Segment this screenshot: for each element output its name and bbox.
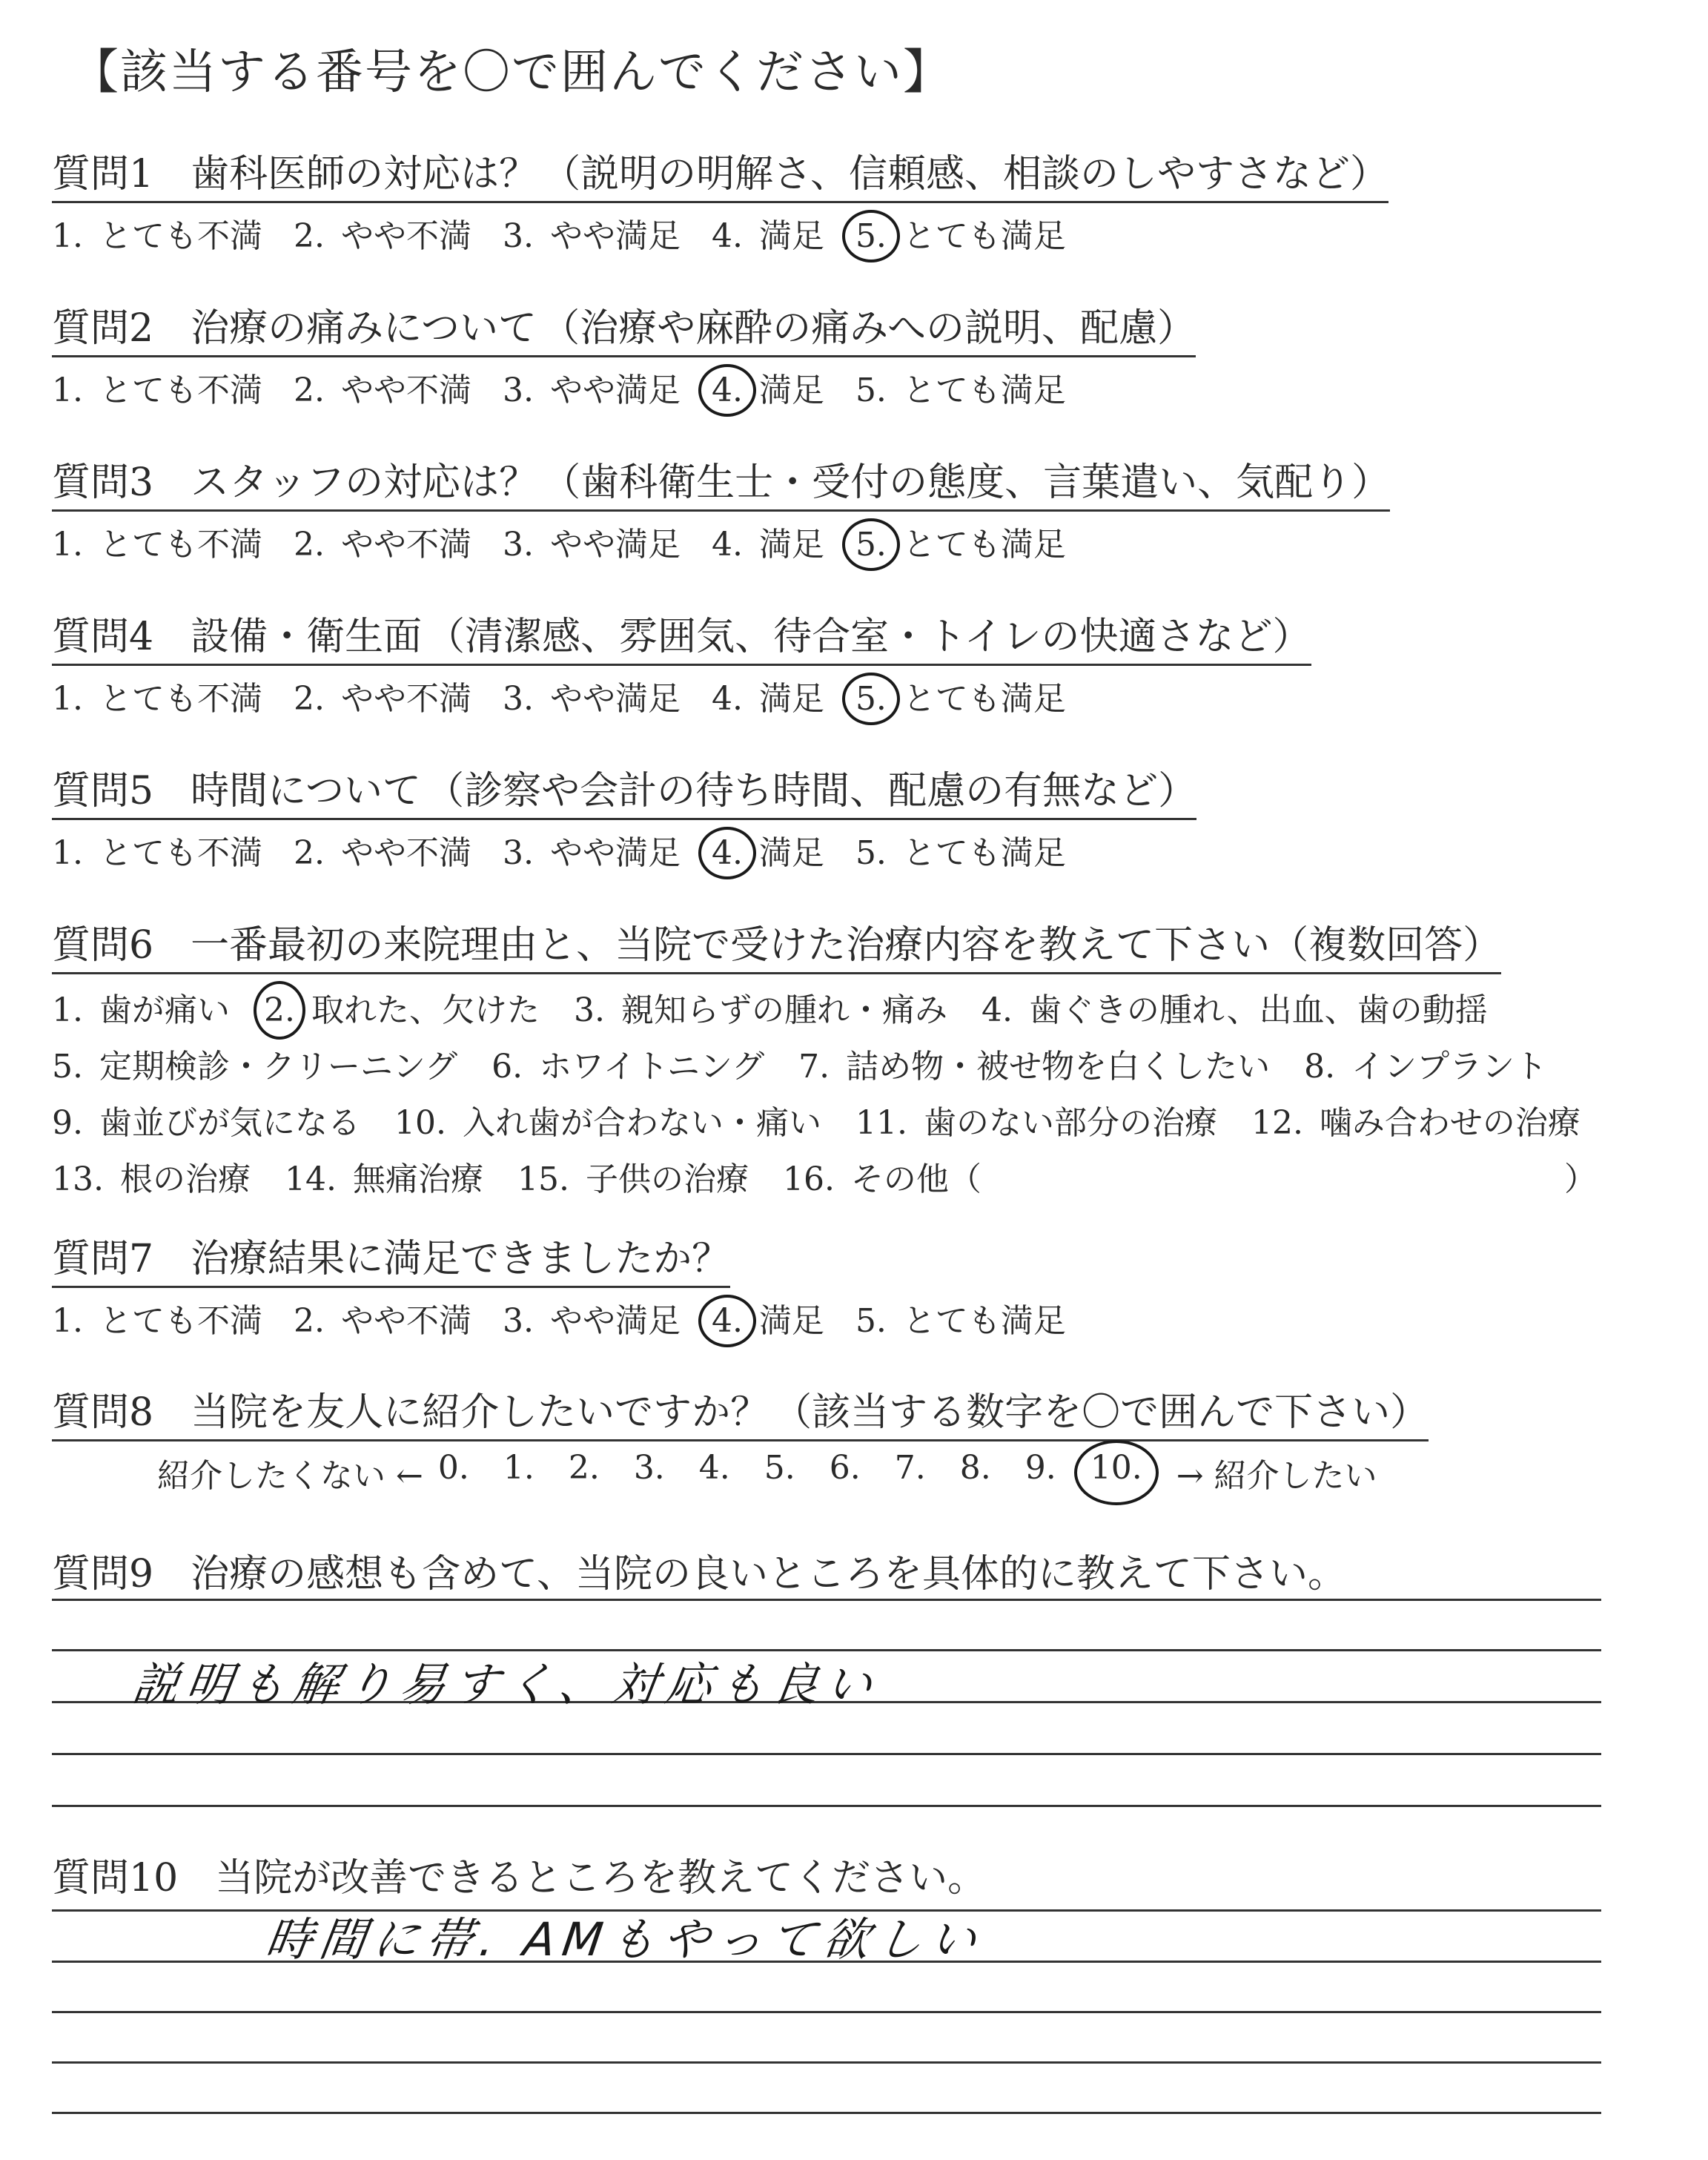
question-number: 質問9: [52, 1552, 154, 1596]
option-number: 13.: [52, 1160, 104, 1198]
question-text: 時間について: [191, 769, 422, 813]
answer-line: [52, 1599, 1601, 1601]
rating-options: [52, 518, 1668, 565]
option-number: 1.: [52, 680, 83, 718]
question-subtext: （該当する数字を〇で囲んで下さい）: [773, 1390, 1429, 1435]
option-label: とても不満: [99, 1302, 262, 1340]
handwritten-answer-good-points: 説明も解り易すく、対応も良い: [129, 1657, 884, 1711]
option-label: とても満足: [902, 834, 1066, 872]
option-number: 1.: [52, 991, 83, 1029]
question-6-heading: [52, 914, 1501, 974]
question-text: 治療結果に満足できましたか？: [191, 1237, 731, 1281]
question-7: [52, 1227, 1668, 1341]
question-10-heading: [52, 1846, 986, 1905]
question-3-heading: [52, 451, 1390, 512]
option-label: 取れた、欠けた: [311, 991, 540, 1029]
option-label: やや不満: [340, 680, 471, 718]
answer-line: [52, 2061, 1601, 2064]
question-text: 治療の感想も含めて、当院の良いところを具体的に教えて下さい。: [191, 1552, 1347, 1596]
option-number: 2.: [293, 834, 325, 872]
option-number: 4.: [712, 371, 743, 409]
question-text: 治療の痛みについて: [191, 306, 537, 351]
question-4: [52, 605, 1668, 719]
rating-option[interactable]: [712, 363, 824, 411]
option-number: 5.: [855, 834, 887, 872]
question-4-heading: [52, 605, 1311, 666]
option-label: 満足: [758, 680, 824, 718]
question-text: 設備・衛生面: [191, 615, 423, 659]
question-number: 質問6: [52, 923, 154, 968]
option-number: 5.: [855, 680, 887, 718]
question-7-heading: [52, 1227, 730, 1288]
option-label: 根の治療: [119, 1160, 251, 1198]
selected-circle-mark: [254, 981, 305, 1040]
scale-number[interactable]: 5.: [764, 1449, 795, 1487]
option-label: やや満足: [549, 371, 681, 409]
multi-choice-row: [52, 983, 1668, 1031]
option-label: 満足: [758, 217, 824, 255]
option-number: 1.: [52, 1302, 83, 1340]
option-number: 3.: [502, 217, 534, 255]
option-number: 14.: [284, 1160, 337, 1198]
option-label: 子供の治療: [585, 1160, 749, 1198]
rating-option[interactable]: [855, 363, 1066, 411]
option-number: 4.: [712, 1302, 743, 1340]
rating-options: [52, 826, 1668, 873]
option-label: 無痛治療: [352, 1160, 483, 1198]
option-number: 1.: [52, 371, 83, 409]
option-label: 歯並びが気になる: [99, 1104, 360, 1142]
option-label: やや満足: [549, 834, 681, 872]
option-number: 3.: [502, 371, 534, 409]
rating-options: [52, 209, 1668, 257]
option-number: 4.: [712, 834, 743, 872]
question-6: [52, 914, 1668, 1200]
rating-option[interactable]: [52, 672, 262, 719]
option-label: 噛み合わせの治療: [1319, 1104, 1580, 1142]
option-number: 6.: [491, 1048, 523, 1086]
scale-number[interactable]: 2.: [568, 1449, 600, 1487]
option-label: やや不満: [340, 526, 471, 564]
option-number: 11.: [855, 1104, 907, 1142]
option-label: やや不満: [340, 834, 471, 872]
option-label: とても満足: [902, 1302, 1066, 1340]
rating-option[interactable]: [712, 518, 824, 565]
multi-choice-option[interactable]: [574, 983, 947, 1031]
rating-option[interactable]: [294, 672, 471, 719]
option-label: 歯が痛い: [99, 991, 230, 1029]
rating-option[interactable]: [855, 672, 1066, 719]
option-number: 9.: [52, 1104, 83, 1142]
selected-circle-mark: [698, 827, 756, 879]
option-label: とても満足: [902, 526, 1066, 564]
option-label: とても不満: [99, 371, 262, 409]
question-subtext: （説明の明解さ、信頼感、相談のしやすさなど）: [542, 152, 1389, 196]
option-number: 16.: [782, 1160, 835, 1198]
selected-circle-mark: [698, 1295, 756, 1347]
multi-choice-option[interactable]: [783, 1152, 982, 1200]
option-number: 5.: [855, 371, 887, 409]
option-label: ホワイトニング: [539, 1048, 765, 1086]
answer-line: [52, 2112, 1601, 2114]
option-number: 5.: [855, 217, 887, 255]
multi-choice-row: [52, 1096, 1668, 1143]
question-9-heading: [52, 1542, 1346, 1601]
multi-choice-row: [52, 1152, 1668, 1200]
option-label: 満足: [758, 526, 824, 564]
multi-choice-option[interactable]: [52, 1096, 360, 1143]
scale-left-label: 紹介したくない ←: [157, 1457, 423, 1495]
option-number: 15.: [517, 1160, 569, 1198]
scale-number[interactable]: 4.: [698, 1449, 730, 1487]
option-number: 3.: [573, 991, 605, 1029]
rating-option[interactable]: [52, 1294, 262, 1341]
option-number: 2.: [293, 680, 325, 718]
multi-choice-options: [52, 983, 1668, 1200]
option-label: とても満足: [902, 217, 1066, 255]
scale-number[interactable]: 1.: [503, 1449, 534, 1487]
selected-circle-mark: [842, 210, 900, 262]
option-number: 8.: [1304, 1048, 1336, 1086]
option-number: 4.: [711, 680, 743, 718]
multi-choice-option[interactable]: [1304, 1040, 1547, 1087]
option-number: 10.: [394, 1104, 446, 1142]
option-label: やや不満: [340, 371, 471, 409]
question-text: 当院が改善できるところを教えてください。: [215, 1856, 987, 1900]
rating-option[interactable]: [294, 363, 471, 411]
handwritten-answer-improvements: 時間に帯. AMもやって欲しい: [262, 1912, 987, 1966]
option-label: やや不満: [340, 217, 471, 255]
selected-circle-mark: [842, 518, 900, 571]
question-number: 質問10: [52, 1856, 179, 1900]
question-text: 当院を友人に紹介したいですか？: [191, 1390, 769, 1435]
question-5: [52, 759, 1668, 873]
option-label: とても不満: [99, 217, 262, 255]
question-3: [52, 451, 1668, 565]
multi-choice-option[interactable]: [855, 1096, 1217, 1143]
question-2-heading: [52, 297, 1196, 357]
multi-choice-option[interactable]: [1251, 1096, 1580, 1143]
scale-number[interactable]: 10.: [1090, 1449, 1142, 1496]
multi-choice-option[interactable]: [798, 1040, 1270, 1087]
option-number: 4.: [711, 526, 743, 564]
multi-choice-option[interactable]: [52, 1152, 251, 1200]
option-number: 4.: [981, 991, 1013, 1029]
rating-option[interactable]: [855, 826, 1066, 873]
rating-option[interactable]: [294, 209, 471, 257]
option-number: 3.: [502, 526, 534, 564]
option-label: 満足: [758, 834, 824, 872]
question-2: [52, 297, 1668, 411]
multi-choice-option[interactable]: [52, 983, 230, 1031]
option-label: とても不満: [99, 526, 262, 564]
question-number: 質問8: [52, 1390, 154, 1435]
rating-option[interactable]: [503, 1294, 681, 1341]
rating-option[interactable]: [52, 826, 262, 873]
option-label: 親知らずの腫れ・痛み: [620, 991, 947, 1029]
rating-option[interactable]: [503, 518, 681, 565]
rating-option[interactable]: [503, 363, 681, 411]
page-title: 【該当する番号を〇で囲んでください】: [71, 45, 952, 100]
option-label: やや満足: [549, 526, 681, 564]
option-number: 5.: [855, 1302, 887, 1340]
option-label: やや不満: [340, 1302, 471, 1340]
question-subtext: （診察や会計の待ち時間、配慮の有無など）: [426, 769, 1197, 813]
option-number: 5.: [855, 526, 887, 564]
question-8: [52, 1381, 1668, 1496]
rating-option[interactable]: [52, 518, 262, 565]
question-1-heading: [52, 142, 1388, 203]
question-number: 質問5: [52, 769, 154, 813]
option-label: インプラント: [1351, 1048, 1548, 1086]
option-number: 1.: [52, 526, 83, 564]
option-number: 2.: [293, 217, 325, 255]
question-1: [52, 142, 1668, 257]
option-number: 12.: [1251, 1104, 1303, 1142]
question-number: 質問4: [52, 615, 154, 659]
option-label: とても満足: [902, 680, 1066, 718]
selected-circle-mark: [698, 364, 756, 417]
rating-option[interactable]: [855, 518, 1066, 565]
option-label: とても満足: [902, 371, 1066, 409]
multi-choice-option[interactable]: [52, 1040, 457, 1087]
option-number: 1.: [52, 834, 83, 872]
question-9: [52, 1542, 1668, 1601]
option-number: 3.: [502, 1302, 534, 1340]
option-number: 7.: [798, 1048, 830, 1086]
rating-option[interactable]: [503, 672, 681, 719]
question-subtext: （歯科衛生士・受付の態度、言葉遣い、気配り）: [542, 460, 1391, 505]
question-8-heading: [52, 1381, 1429, 1441]
option-number: 1.: [52, 217, 83, 255]
option-number: 2.: [293, 1302, 325, 1340]
rating-options: [52, 672, 1668, 719]
rating-options: [52, 363, 1668, 411]
question-5-heading: [52, 759, 1196, 820]
rating-option[interactable]: [294, 1294, 471, 1341]
option-label: とても不満: [99, 680, 262, 718]
option-label: 入れ歯が合わない・痛い: [462, 1104, 821, 1142]
question-subtext: （清潔感、雰囲気、待合室・トイレの快適さなど）: [426, 615, 1311, 659]
answer-line: [52, 1805, 1601, 1807]
multi-choice-option[interactable]: [491, 1040, 764, 1087]
question-text: 歯科医師の対応は？: [191, 152, 538, 196]
scale-number[interactable]: 0.: [437, 1449, 469, 1487]
option-label: 詰め物・被せ物を白くしたい: [846, 1048, 1271, 1086]
option-label: その他（: [850, 1160, 982, 1198]
rating-option[interactable]: [52, 363, 262, 411]
multi-choice-row: [52, 1040, 1668, 1087]
option-label: 歯のない部分の治療: [923, 1104, 1217, 1142]
answer-line: [52, 1753, 1601, 1755]
rating-option[interactable]: [52, 209, 262, 257]
rating-option[interactable]: [855, 1294, 1066, 1341]
question-number: 質問2: [52, 306, 154, 351]
answer-line: [52, 2011, 1601, 2013]
option-number: 5.: [52, 1048, 83, 1086]
question-10: [52, 1846, 1668, 1905]
question-number: 質問7: [52, 1237, 154, 1281]
rating-option[interactable]: [294, 518, 471, 565]
rating-option[interactable]: [712, 826, 824, 873]
question-number: 質問3: [52, 460, 154, 505]
option-number: 4.: [711, 217, 743, 255]
option-label: 定期検診・クリーニング: [99, 1048, 458, 1086]
multi-choice-option[interactable]: [394, 1096, 821, 1143]
multi-choice-option[interactable]: [285, 1152, 483, 1200]
other-close-paren: ）: [1563, 1160, 1597, 1198]
rating-option[interactable]: [712, 672, 824, 719]
option-number: 3.: [502, 680, 534, 718]
rating-option[interactable]: [294, 826, 471, 873]
question-subtext: （治療や麻酔の痛みへの説明、配慮）: [541, 306, 1196, 351]
scale-number[interactable]: 8.: [959, 1449, 991, 1487]
rating-option[interactable]: [503, 826, 681, 873]
option-number: 2.: [264, 991, 295, 1029]
scale-number[interactable]: 7.: [894, 1449, 926, 1487]
option-label: やや満足: [549, 217, 681, 255]
rating-option[interactable]: [503, 209, 681, 257]
recommend-scale: [52, 1449, 1668, 1496]
scale-right-label: → 紹介したい: [1176, 1457, 1377, 1495]
option-label: やや満足: [549, 680, 681, 718]
question-text: スタッフの対応は？: [191, 460, 538, 505]
multi-choice-option[interactable]: [517, 1152, 749, 1200]
rating-option[interactable]: [855, 209, 1066, 257]
option-label: やや満足: [549, 1302, 681, 1340]
multi-choice-option[interactable]: [982, 983, 1488, 1031]
option-number: 2.: [293, 371, 325, 409]
option-label: 満足: [758, 371, 824, 409]
rating-option[interactable]: [712, 1294, 824, 1341]
scale-number[interactable]: 6.: [829, 1449, 861, 1487]
scale-number[interactable]: 3.: [633, 1449, 665, 1487]
scale-number[interactable]: 9.: [1025, 1449, 1056, 1487]
rating-options: [52, 1294, 1668, 1341]
multi-choice-option[interactable]: [264, 983, 540, 1031]
question-text: 一番最初の来院理由と、当院で受けた治療内容を教えて下さい（複数回答）: [191, 923, 1502, 968]
rating-option[interactable]: [712, 209, 824, 257]
option-number: 3.: [502, 834, 534, 872]
question-number: 質問1: [52, 152, 154, 196]
selected-circle-mark: [842, 673, 900, 725]
option-label: 満足: [758, 1302, 824, 1340]
option-label: 歯ぐきの腫れ、出血、歯の動揺: [1028, 991, 1488, 1029]
option-label: とても不満: [99, 834, 262, 872]
selected-circle-mark: [1074, 1440, 1159, 1505]
option-number: 2.: [293, 526, 325, 564]
